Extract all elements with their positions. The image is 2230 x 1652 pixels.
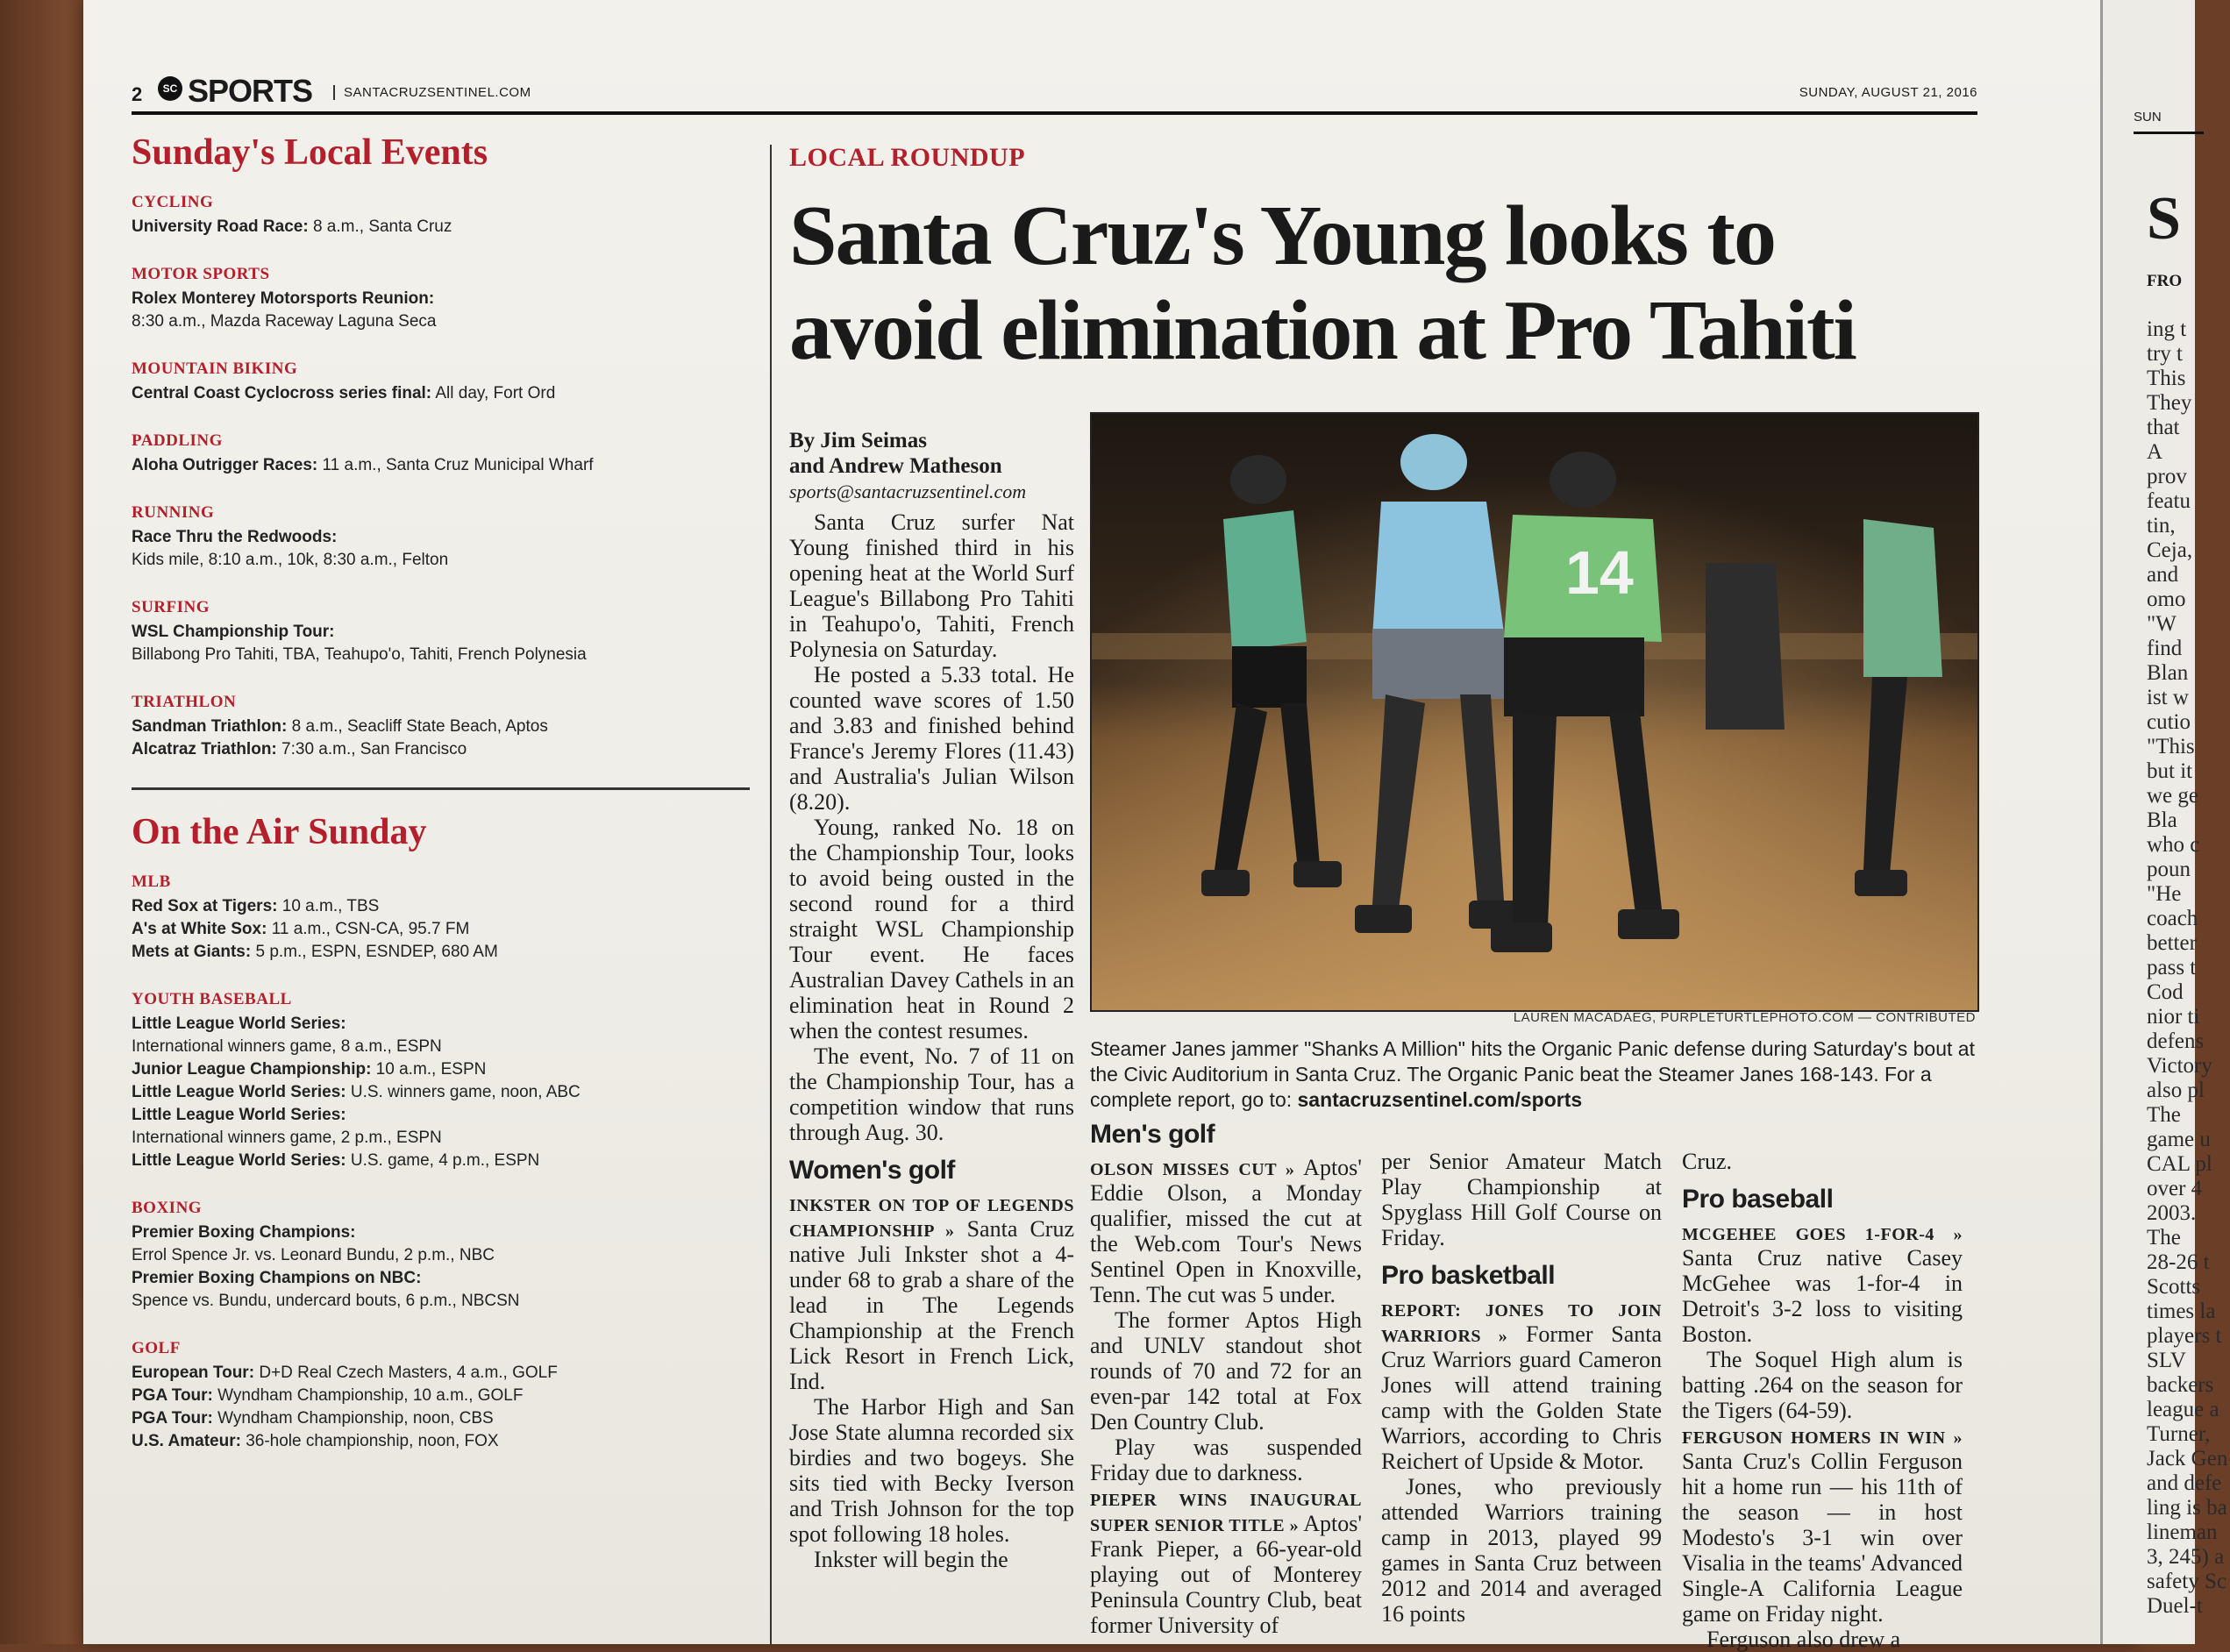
local-events-list: [132, 193, 745, 761]
next-page-line: and defe: [2147, 1471, 2222, 1495]
mens-golf-para-3: Play was suspended Friday due to darkness.: [1090, 1435, 1362, 1485]
local_events-item-detail: 7:30 a.m., San Francisco: [276, 740, 467, 758]
next-page-line: ist w: [2147, 686, 2189, 709]
local_events-item-detail: 8:30 a.m., Mazda Raceway Laguna Seca: [132, 312, 437, 331]
next-page-line: but it: [2147, 759, 2193, 783]
next-page-line: Blan: [2147, 661, 2189, 685]
next-page-line: 28-26 t: [2147, 1250, 2210, 1274]
on_the_air-item: [132, 1221, 745, 1244]
local_events-section: [132, 598, 745, 666]
on_the_air-item-name: U.S. Amateur:: [132, 1432, 241, 1450]
photo-credit: LAUREN MACADAEG, PURPLETURTLEPHOTO.COM — CONTRIBUTED: [1513, 1010, 1976, 1025]
on_the_air-item: [132, 1104, 745, 1127]
pro-baseball-para-2: The Soquel High alum is batting .264 on the season for the Tigers (64-59).: [1682, 1347, 1963, 1423]
local-events-title: Sunday's Local Events: [132, 132, 488, 173]
on_the_air-item-detail: International winners game, 8 a.m., ESPN: [132, 1037, 442, 1056]
local_events-item-name: University Road Race:: [132, 217, 309, 236]
on_the_air-item: [132, 1127, 745, 1150]
local_events-item: [132, 454, 745, 477]
rail-divider: [132, 787, 750, 790]
pro-basketball-lead: REPORT: JONES TO JOIN WARRIORS »: [1381, 1301, 1662, 1346]
next-page-line: that: [2147, 416, 2180, 439]
next-page-line: times la: [2147, 1300, 2216, 1323]
next-page-line: ing t: [2147, 317, 2187, 341]
issue-date: SUNDAY, AUGUST 21, 2016: [1799, 85, 1977, 100]
next-page-line: we ge: [2147, 784, 2198, 808]
mens-golf-para-4: Aptos' Frank Pieper, a 66-year-old playing out of Monterey Peninsula Country Club, beat former University of: [1090, 1511, 1362, 1638]
next-page-line: find: [2147, 637, 2183, 660]
on_the_air-item-detail: Wyndham Championship, noon, CBS: [212, 1409, 494, 1428]
article-kicker: LOCAL ROUNDUP: [789, 143, 1026, 172]
section-name: SPORTS: [188, 73, 313, 109]
next-page-line: The: [2147, 1103, 2181, 1127]
on_the_air-item-detail: Wyndham Championship, 10 a.m., GOLF: [212, 1386, 524, 1405]
article-column-2: [1090, 1120, 1362, 1638]
next-page-line: better: [2147, 931, 2197, 955]
on_the_air-item: [132, 1058, 745, 1081]
on_the_air-item: [132, 1150, 745, 1172]
on_the_air-item-name: European Tour:: [132, 1364, 255, 1382]
on_the_air-section: [132, 1199, 745, 1313]
mens-golf-heading: Men's golf: [1090, 1120, 1215, 1149]
surfing-paragraph: Young, ranked No. 18 on the Championship Tour, looks to avoid being ousted in the second round for a third straight WSL Championship Tour event. He faces Australian Davey Cathels in an elimination heat in Round 2 when the contest resumes.: [789, 815, 1074, 1043]
article-headline: [789, 189, 1982, 378]
jersey-number: 14: [1565, 538, 1634, 607]
next-page-line: Cod: [2147, 980, 2184, 1004]
on_the_air-item: [132, 1362, 745, 1385]
on_the_air-item-detail: U.S. game, 4 p.m., ESPN: [346, 1151, 540, 1170]
next-page-text: [2147, 317, 2230, 1619]
local_events-category: SURFING: [132, 598, 210, 616]
article-column-4: [1682, 1149, 1963, 1652]
pro-baseball-heading: Pro baseball: [1682, 1185, 1834, 1214]
local_events-section: [132, 193, 745, 239]
next-page-line: game u: [2147, 1128, 2211, 1151]
pro-basketball-heading: Pro basketball: [1381, 1261, 1556, 1290]
local_events-category: MOTOR SPORTS: [132, 265, 270, 283]
next-page-line: cutio: [2147, 710, 2191, 734]
local_events-item-detail: Billabong Pro Tahiti, TBA, Teahupo'o, Tahiti, French Polynesia: [132, 645, 587, 664]
next-page-header: SUN: [2134, 110, 2162, 125]
pro-baseball-lead-2: FERGUSON HOMERS IN WIN »: [1682, 1428, 1963, 1448]
article-column-1: [789, 428, 1074, 1572]
next-page-line: Jack Gen: [2147, 1447, 2228, 1470]
on_the_air-item-name: Mets at Giants:: [132, 943, 252, 961]
local_events-section: [132, 693, 745, 761]
local_events-item-detail: 8 a.m., Seacliff State Beach, Aptos: [287, 717, 548, 736]
next-page-line: tin,: [2147, 514, 2176, 538]
next-page-line: try t: [2147, 342, 2183, 366]
next-page-line: lineman: [2147, 1520, 2218, 1544]
local_events-section: [132, 265, 745, 333]
local_events-category: CYCLING: [132, 193, 214, 211]
womens-golf-lead: INKSTER ON TOP OF LEGENDS CHAMPIONSHIP »: [789, 1196, 1074, 1241]
next-page-line: nior ti: [2147, 1005, 2200, 1029]
pro-basketball-para-2: Jones, who previously attended Warriors training camp in 2013, played 99 games in Santa Cruz between 2012 and 2014 and averaged 16 points: [1381, 1474, 1662, 1627]
on_the_air-item-detail: U.S. winners game, noon, ABC: [346, 1083, 581, 1101]
on_the_air-item-detail: Spence vs. Bundu, undercard bouts, 6 p.m., NBCSN: [132, 1292, 520, 1310]
local_events-item: [132, 549, 745, 572]
next-page-line: players t: [2147, 1324, 2222, 1348]
womens-golf-para-2: The Harbor High and San Jose State alumna recorded six birdies and two bogeys. She sits tied with Becky Iverson and Trish Johnson for the top spot following 18 holes.: [789, 1394, 1074, 1547]
author-email: sports@santacruzsentinel.com: [789, 481, 1027, 502]
next-page-line: league a: [2147, 1398, 2219, 1421]
local_events-category: PADDLING: [132, 431, 223, 450]
on_the_air-item: [132, 1081, 745, 1104]
on_the_air-item: [132, 1244, 745, 1267]
on_the_air-item: [132, 1267, 745, 1290]
womens-golf-heading: Women's golf: [789, 1156, 955, 1185]
on_the_air-item-name: Little League World Series:: [132, 1015, 346, 1033]
photo-caption: [1090, 1036, 1976, 1113]
next-page-line: They: [2147, 391, 2192, 415]
mens-golf-para-2: The former Aptos High and UNLV standout shot rounds of 70 and 72 for an even-par 142 total at Fox Den Country Club.: [1090, 1307, 1362, 1435]
on_the_air-item-detail: International winners game, 2 p.m., ESPN: [132, 1129, 442, 1147]
on_the_air-section: [132, 872, 745, 964]
on_the_air-item-name: A's at White Sox:: [132, 920, 267, 938]
caption-link[interactable]: santacruzsentinel.com/sports: [1297, 1088, 1583, 1111]
next-page-headline: S: [2147, 185, 2181, 253]
surfing-paragraph: He posted a 5.33 total. He counted wave scores of 1.50 and 3.83 and finished behind France's Jeremy Flores (11.43) and Australia's Julian Wilson (8.20).: [789, 662, 1074, 815]
next-page-edge: [2100, 0, 2228, 1644]
next-page-line: CAL pl: [2147, 1152, 2212, 1176]
on_the_air-item-name: Little League World Series:: [132, 1106, 346, 1124]
on_the_air-item-detail: 10 a.m., ESPN: [371, 1060, 487, 1079]
surfing-paragraph: The event, No. 7 of 11 on the Championship Tour, has a competition window that runs through Aug. 30.: [789, 1043, 1074, 1145]
next-page-line: Turner,: [2147, 1422, 2211, 1446]
column-divider: [770, 145, 772, 1644]
local_events-category: MOUNTAIN BIKING: [132, 360, 298, 378]
next-page-line: The: [2147, 1226, 2181, 1250]
next-page-line: Bla: [2147, 808, 2177, 832]
mens-golf-lead-1: OLSON MISSES CUT »: [1090, 1160, 1295, 1179]
local_events-item: [132, 716, 745, 738]
on_the_air-section: [132, 990, 745, 1172]
local_events-section: [132, 360, 745, 405]
on_the_air-item: [132, 918, 745, 941]
pro-basketball-para-1: Former Santa Cruz Warriors guard Cameron Jones will attend training camp with the Golden State Warriors, according to Chris Reichert of Upside & Motor.: [1381, 1321, 1662, 1474]
mens-golf-continued: per Senior Amateur Match Play Championship at Spyglass Hill Golf Course on Friday.: [1381, 1149, 1662, 1250]
on_the_air-item-name: Premier Boxing Champions:: [132, 1223, 356, 1242]
headline-line-1: Santa Cruz's Young looks to: [789, 189, 1776, 283]
on_the_air-item-detail: Errol Spence Jr. vs. Leonard Bundu, 2 p.m., NBC: [132, 1246, 495, 1264]
mens-golf-lead-2: PIEPER WINS INAUGURAL SUPER SENIOR TITLE »: [1090, 1491, 1362, 1535]
surfing-paragraph: Santa Cruz surfer Nat Young finished third in his opening heat at the World Surf League's Billabong Pro Tahiti in Teahupo'o, Tahiti, French Polynesia on Saturday.: [789, 509, 1074, 662]
on_the_air-item: [132, 1013, 745, 1036]
local_events-section: [132, 503, 745, 572]
next-page-kicker: FRO: [2147, 272, 2183, 290]
on_the_air-item: [132, 1430, 745, 1453]
next-page-line: poun: [2147, 858, 2191, 881]
on-the-air-list: [132, 872, 745, 1453]
on_the_air-item-name: Little League World Series:: [132, 1151, 346, 1170]
next-page-line: safety Sc: [2147, 1570, 2226, 1593]
next-page-line: This: [2147, 367, 2186, 390]
next-page-line: featu: [2147, 489, 2191, 513]
local_events-item-name: Rolex Monterey Motorsports Reunion:: [132, 289, 435, 308]
next-page-line: A: [2147, 440, 2163, 464]
on_the_air-category: BOXING: [132, 1199, 203, 1217]
on_the_air-item-detail: 5 p.m., ESPN, ESNDEP, 680 AM: [251, 943, 498, 961]
local_events-item: [132, 310, 745, 333]
section-logo-icon: SC: [158, 76, 182, 101]
on_the_air-item-detail: 11 a.m., CSN-CA, 95.7 FM: [267, 920, 470, 938]
next-page-line: 3, 245) a: [2147, 1545, 2225, 1569]
next-page-line: pass t: [2147, 956, 2197, 979]
next-page-line: "W: [2147, 612, 2177, 636]
masthead: [132, 66, 1977, 115]
next-page-line: Scotts: [2147, 1275, 2201, 1299]
local_events-item-name: Aloha Outrigger Races:: [132, 456, 318, 474]
website: SANTACRUZSENTINEL.COM: [333, 85, 531, 100]
on_the_air-item-name: Premier Boxing Champions on NBC:: [132, 1269, 422, 1287]
local_events-item-name: Central Coast Cyclocross series final:: [132, 384, 432, 402]
roller-derby-photo: [1090, 412, 1979, 1012]
on_the_air-item: [132, 1036, 745, 1058]
local_events-item-detail: Kids mile, 8:10 a.m., 10k, 8:30 a.m., Felton: [132, 551, 449, 569]
photo-illustration: [1092, 414, 1977, 1010]
next-page-line: ling is ba: [2147, 1496, 2227, 1520]
local_events-category: TRIATHLON: [132, 693, 237, 711]
on_the_air-section: [132, 1339, 745, 1453]
on_the_air-item: [132, 1407, 745, 1430]
on-the-air-title: On the Air Sunday: [132, 812, 427, 852]
next-page-line: defens: [2147, 1029, 2205, 1053]
next-page-line: Duel-t: [2147, 1594, 2203, 1618]
byline-1: By Jim Seimas: [789, 429, 927, 452]
on_the_air-item-name: Junior League Championship:: [132, 1060, 372, 1079]
local_events-item-detail: All day, Fort Ord: [431, 384, 556, 402]
next-page-line: 2003.: [2147, 1201, 2197, 1225]
left-rail: [132, 132, 745, 1479]
next-page-line: coach: [2147, 907, 2198, 930]
on_the_air-item: [132, 895, 745, 918]
next-page-line: also pl: [2147, 1079, 2205, 1102]
womens-golf-para-1: Santa Cruz native Juli Inkster shot a 4-under 68 to grab a share of the lead in The Legends Championship at the French Lick Resort in French Lick, Ind.: [789, 1216, 1074, 1394]
local_events-section: [132, 431, 745, 477]
local_events-item: [132, 216, 745, 239]
mens-golf-para-1: Aptos' Eddie Olson, a Monday qualifier, missed the cut at the Web.com Tour's News Sentinel Open in Knoxville, Tenn. The cut was 5 under.: [1090, 1155, 1362, 1307]
page-number: 2: [132, 83, 143, 105]
pro-baseball-para-4: Ferguson also drew a: [1706, 1627, 1901, 1652]
on_the_air-item-detail: 36-hole championship, noon, FOX: [240, 1432, 499, 1450]
caption-text: Steamer Janes jammer "Shanks A Million" hits the Organic Panic defense during Saturday's bout at the Civic Auditorium in Santa Cruz. The Organic Panic beat the Steamer Janes 168-143. For a complete report, go to:: [1090, 1037, 1975, 1111]
pro-baseball-para-3: Santa Cruz's Collin Ferguson hit a home run — his 11th of the season — in host Modesto's 3-1 win over Visalia in the teams' Advanced Single-A California League game on Friday night.: [1682, 1449, 1963, 1627]
on_the_air-category: YOUTH BASEBALL: [132, 990, 292, 1008]
surfing-story: [789, 509, 1074, 1145]
next-page-line: over 4: [2147, 1177, 2203, 1200]
local_events-item: [132, 621, 745, 644]
local_events-item-name: Sandman Triathlon:: [132, 717, 288, 736]
local_events-item-name: Alcatraz Triathlon:: [132, 740, 277, 758]
next-page-line: Ceja,: [2147, 538, 2193, 562]
pro-baseball-lead-1: MCGEHEE GOES 1-FOR-4 »: [1682, 1225, 1963, 1244]
on_the_air-item: [132, 941, 745, 964]
headline-line-2: avoid elimination at Pro Tahiti: [789, 283, 1856, 378]
article-column-3: [1381, 1149, 1662, 1627]
on_the_air-item-detail: 10 a.m., TBS: [277, 897, 380, 915]
next-page-line: omo: [2147, 587, 2186, 611]
on_the_air-item-name: PGA Tour:: [132, 1409, 213, 1428]
local_events-item: [132, 738, 745, 761]
local_events-item-name: Race Thru the Redwoods:: [132, 528, 338, 546]
local_events-item-detail: 11 a.m., Santa Cruz Municipal Wharf: [317, 456, 594, 474]
next-page-line: backers: [2147, 1373, 2214, 1397]
local_events-item-name: WSL Championship Tour:: [132, 623, 335, 641]
local_events-item: [132, 288, 745, 310]
on_the_air-item: [132, 1290, 745, 1313]
on_the_air-item-name: PGA Tour:: [132, 1386, 213, 1405]
byline-2: and Andrew Matheson: [789, 454, 1002, 478]
next-page-line: and: [2147, 563, 2179, 587]
next-page-line: "He: [2147, 882, 2182, 906]
on_the_air-item: [132, 1385, 745, 1407]
local_events-item: [132, 644, 745, 666]
pro-baseball-para-1: Santa Cruz native Casey McGehee was 1-for-4 in Detroit's 3-2 loss to visiting Boston.: [1682, 1245, 1963, 1347]
next-page-line: "This: [2147, 735, 2195, 758]
womens-golf-para-3: Inkster will begin the: [814, 1547, 1008, 1572]
next-page-line: Victory: [2147, 1054, 2212, 1078]
local_events-item-detail: 8 a.m., Santa Cruz: [308, 217, 452, 236]
local_events-category: RUNNING: [132, 503, 215, 522]
on_the_air-category: MLB: [132, 872, 171, 891]
local_events-item: [132, 526, 745, 549]
next-page-line: prov: [2147, 465, 2187, 488]
on_the_air-item-name: Little League World Series:: [132, 1083, 346, 1101]
on_the_air-item-detail: D+D Real Czech Masters, 4 a.m., GOLF: [254, 1364, 558, 1382]
local_events-item: [132, 382, 745, 405]
pro-basketball-continued: Cruz.: [1682, 1149, 1733, 1174]
next-page-line: who c: [2147, 833, 2200, 857]
on_the_air-item-name: Red Sox at Tigers:: [132, 897, 278, 915]
next-page-line: SLV: [2147, 1349, 2186, 1372]
on_the_air-category: GOLF: [132, 1339, 181, 1357]
